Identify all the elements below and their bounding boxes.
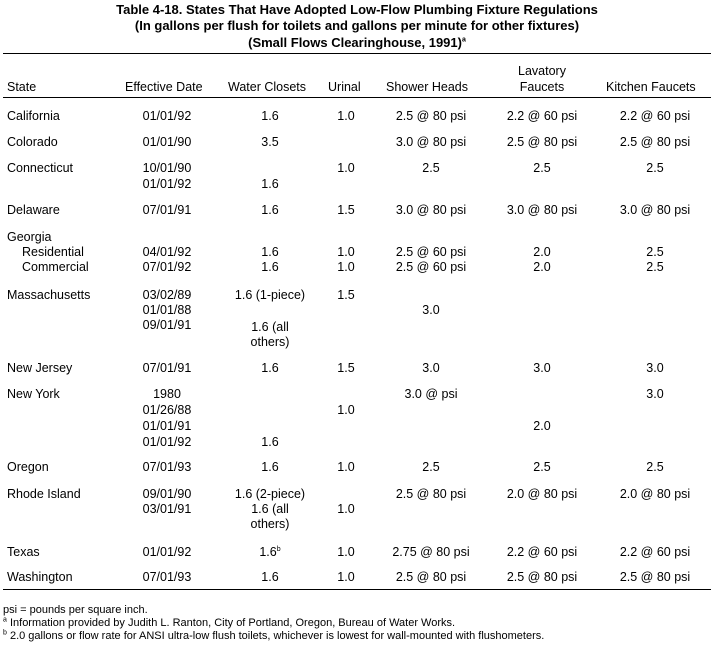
- table-cell: 1.0: [337, 403, 355, 417]
- state-georgia: Georgia: [7, 230, 52, 244]
- table-cell: 1.6: [261, 435, 279, 449]
- table-cell: 01/01/92: [142, 435, 192, 449]
- header-rule: [3, 97, 711, 98]
- table-cell: 2.5: [646, 460, 664, 474]
- table-cell: 09/01/91: [142, 318, 192, 332]
- table-cell: 1.6: [261, 245, 279, 259]
- table-cell: 03/01/91: [142, 502, 192, 516]
- state-delaware: Delaware: [7, 203, 60, 217]
- table-cell: 07/01/93: [142, 460, 192, 474]
- table-cell: 2.0 @ 80 psi: [619, 487, 691, 501]
- table-cell: 2.5 @ 80 psi: [619, 135, 691, 149]
- footnote-b-mark: b: [3, 629, 7, 637]
- bottom-rule: [3, 589, 711, 590]
- table-cell: 01/01/92: [142, 109, 192, 123]
- table-cell: 1.6: [261, 260, 279, 274]
- state-washington: Washington: [7, 570, 73, 584]
- footnote-a: [3, 617, 455, 630]
- table-cell: 2.5 @ 80 psi: [506, 135, 578, 149]
- table-cell: 2.5 @ 80 psi: [506, 570, 578, 584]
- header-shower-heads: Shower Heads: [386, 80, 468, 94]
- table-cell: 3.0 @ 80 psi: [395, 135, 467, 149]
- table-cell: 1.0: [337, 460, 355, 474]
- table-cell: 2.5: [533, 460, 551, 474]
- table-cell: 3.0 @ psi: [404, 387, 458, 401]
- footnote-b-marker: b: [276, 545, 281, 553]
- table-cell: 2.5 @ 80 psi: [395, 570, 467, 584]
- table-cell: 1.6 (2-piece): [234, 487, 306, 501]
- table-cell: 1.0: [337, 545, 355, 559]
- table-cell: 2.0: [533, 245, 551, 259]
- state-california: California: [7, 109, 60, 123]
- table-cell: 1.5: [337, 203, 355, 217]
- table-cell: 1.0: [337, 570, 355, 584]
- table-cell: 09/01/90: [142, 487, 192, 501]
- table-cell: 01/01/90: [142, 135, 192, 149]
- header-faucets: Faucets: [519, 80, 565, 94]
- footnote-a-text: Information provided by Judith L. Ranton, City of Portland, Oregon, Bureau of Water Works.: [6, 617, 456, 629]
- table-cell: 1.0: [337, 260, 355, 274]
- table-cell: 1.6 (1-piece): [234, 288, 306, 302]
- footnote-psi: psi = pounds per square inch.: [3, 604, 148, 616]
- table-cell: 3.0: [533, 361, 551, 375]
- table-cell: 2.2 @ 60 psi: [619, 109, 691, 123]
- state-oregon: Oregon: [7, 460, 49, 474]
- table-cell: 01/01/92: [142, 545, 192, 559]
- table-cell: 1.0: [337, 161, 355, 175]
- footnote-a-marker: a: [461, 36, 466, 44]
- table-cell: 2.0: [533, 419, 551, 433]
- table-cell: 1.0: [337, 109, 355, 123]
- table-cell: 2.2 @ 60 psi: [506, 545, 578, 559]
- table-source: [0, 35, 714, 51]
- table-cell: 2.5 @ 80 psi: [619, 570, 691, 584]
- table-cell: 2.5 @ 80 psi: [395, 487, 467, 501]
- state-massachusetts: Massachusetts: [7, 288, 91, 302]
- table-cell: 1980: [153, 387, 181, 401]
- table-cell: 07/01/91: [142, 203, 192, 217]
- state-connecticut: Connecticut: [7, 161, 74, 175]
- table-cell: 03/02/89: [142, 288, 192, 302]
- footnote-b: [3, 630, 544, 643]
- table-cell: 3.0: [422, 361, 440, 375]
- table-cell: 1.0: [337, 502, 355, 516]
- top-rule: [3, 53, 711, 54]
- table-cell: 07/01/92: [142, 260, 192, 274]
- state-new-york: New York: [7, 387, 60, 401]
- table-cell: 1.6: [261, 177, 279, 191]
- table-cell: 2.5: [533, 161, 551, 175]
- state-rhode-island: Rhode Island: [7, 487, 81, 501]
- table-cell: 3.0: [646, 361, 664, 375]
- header-lavatory: Lavatory: [518, 64, 566, 78]
- table-cell: 04/01/92: [142, 245, 192, 259]
- table-cell: 1.6 (all: [251, 320, 289, 334]
- table-cell: 01/01/88: [142, 303, 192, 317]
- table-cell: others): [250, 517, 290, 531]
- table-cell: [220, 545, 320, 560]
- header-effective-date: Effective Date: [125, 80, 203, 94]
- table-cell: 2.2 @ 60 psi: [506, 109, 578, 123]
- table-cell: 1.6: [261, 460, 279, 474]
- table-cell: 1.5: [337, 361, 355, 375]
- footnote-b-text: 2.0 gallons or flow rate for ANSI ultra-low flush toilets, whichever is lowest for wall-mounted with flushometers.: [6, 630, 545, 642]
- state-new-jersey: New Jersey: [7, 361, 73, 375]
- table-cell: 2.5: [422, 161, 440, 175]
- table-cell: 2.5 @ 60 psi: [395, 260, 467, 274]
- table-cell: 1.6 (all: [251, 502, 289, 516]
- table-cell: 07/01/93: [142, 570, 192, 584]
- table-cell: 2.75 @ 80 psi: [392, 545, 470, 559]
- table-cell: 2.5: [646, 245, 664, 259]
- table-cell: 3.0: [646, 387, 664, 401]
- table-cell: 2.5: [646, 161, 664, 175]
- header-state: State: [7, 80, 37, 94]
- table-cell: 2.5: [646, 260, 664, 274]
- header-urinal: Urinal: [328, 80, 361, 94]
- table-cell: 1.6: [261, 570, 279, 584]
- state-texas: Texas: [7, 545, 40, 559]
- table-cell: 01/26/88: [142, 403, 192, 417]
- table-cell: others): [250, 335, 290, 349]
- table-cell: 1.6: [261, 361, 279, 375]
- georgia-residential-label: Residential: [22, 245, 84, 259]
- table-cell: 2.0 @ 80 psi: [506, 487, 578, 501]
- table-cell: 3.5: [261, 135, 279, 149]
- header-water-closets: Water Closets: [228, 80, 307, 94]
- table-cell: 07/01/91: [142, 361, 192, 375]
- state-colorado: Colorado: [7, 135, 58, 149]
- texas-wc-value: 1.6: [259, 545, 277, 559]
- table-cell: 2.5 @ 60 psi: [395, 245, 467, 259]
- georgia-commercial-label: Commercial: [22, 260, 89, 274]
- table-cell: 3.0 @ 80 psi: [619, 203, 691, 217]
- table-cell: 3.0: [422, 303, 440, 317]
- table-cell: 1.5: [337, 288, 355, 302]
- table-cell: 01/01/92: [142, 177, 192, 191]
- header-kitchen-faucets: Kitchen Faucets: [606, 80, 696, 94]
- table-subtitle: (In gallons per flush for toilets and gallons per minute for other fixtures): [134, 18, 580, 33]
- table-cell: 2.2 @ 60 psi: [619, 545, 691, 559]
- table-cell: 3.0 @ 80 psi: [395, 203, 467, 217]
- table-cell: 2.5: [422, 460, 440, 474]
- table-title: Table 4-18. States That Have Adopted Low-Flow Plumbing Fixture Regulations: [116, 2, 598, 17]
- table-cell: 2.0: [533, 260, 551, 274]
- table-cell: 2.5 @ 80 psi: [395, 109, 467, 123]
- table-cell: 3.0 @ 80 psi: [506, 203, 578, 217]
- table-cell: 01/01/91: [142, 419, 192, 433]
- table-cell: 10/01/90: [142, 161, 192, 175]
- table-cell: 1.6: [261, 203, 279, 217]
- footnote-a-mark: a: [3, 616, 7, 624]
- table-cell: 1.6: [261, 109, 279, 123]
- table-cell: 1.0: [337, 245, 355, 259]
- table-source-text: (Small Flows Clearinghouse, 1991): [248, 35, 462, 50]
